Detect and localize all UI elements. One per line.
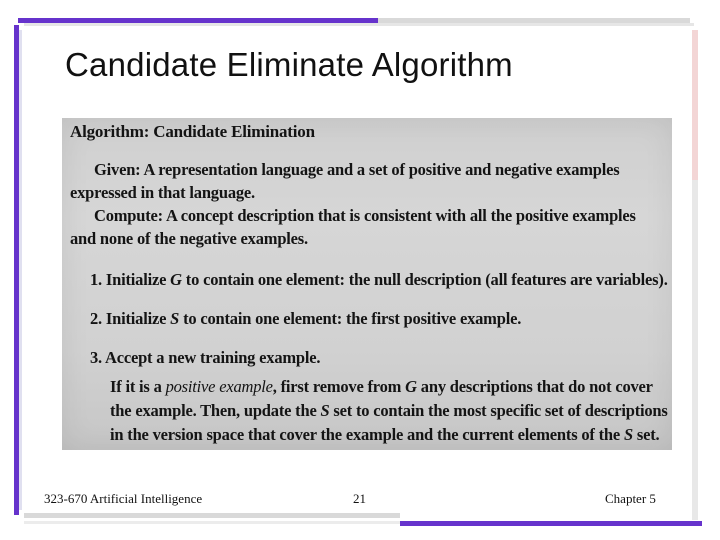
given-line-2: expressed in that language. [70, 183, 255, 202]
given-line-1: Given: A representation language and a set of positive and negative examples [94, 160, 620, 179]
right-gray-bar [692, 180, 698, 520]
slide-title: Candidate Eliminate Algorithm [65, 46, 513, 83]
if-prefix: If it is a [110, 377, 166, 396]
left-bar-shadow [19, 30, 22, 510]
then-rest: set to contain the most specific set of descriptions [329, 401, 668, 420]
step-1 [90, 270, 668, 290]
compute-line-1: Compute: A concept description that is consistent with all the positive examples [94, 206, 636, 225]
step-1-rest: to contain one element: the null description (all features are variables). [181, 270, 668, 289]
algorithm-heading: Algorithm: Candidate Elimination [70, 122, 315, 141]
if-rest: any descriptions that do not cover [416, 377, 653, 396]
then-s: S [320, 401, 330, 420]
right-pink-bar [692, 30, 698, 180]
positive-case-line-1 [110, 377, 653, 397]
footer-page-number: 21 [353, 491, 366, 506]
bottom-light-bar [24, 521, 400, 524]
step-2-prefix: 2. Initialize [90, 309, 171, 328]
footer-chapter: Chapter 5 [605, 491, 656, 506]
step-1-g: G [170, 270, 182, 289]
bottom-accent-bar [400, 521, 702, 526]
compute-line-2: and none of the negative examples. [70, 229, 308, 248]
positive-example-term: positive example [165, 377, 273, 396]
step-3: 3. Accept a new training example. [90, 348, 321, 367]
scanned-algorithm-image [62, 118, 672, 450]
step-2-rest: to contain one element: the first positive example. [179, 309, 522, 328]
positive-case-line-2 [110, 401, 668, 421]
vs-rest: set. [632, 425, 660, 444]
if-middle: , first remove from [272, 377, 406, 396]
vs-s: S [623, 425, 633, 444]
bottom-gray-bar [24, 513, 400, 518]
then-prefix: the example. Then, update the [110, 401, 321, 420]
step-1-prefix: 1. Initialize [90, 270, 171, 289]
positive-case-line-3 [110, 425, 659, 445]
step-2 [90, 309, 521, 329]
top-bar-shadow [24, 23, 694, 26]
if-g: G [405, 377, 417, 396]
vs-prefix: in the version space that cover the example and the current elements of the [110, 425, 624, 444]
step-2-s: S [170, 309, 180, 328]
footer-course: 323-670 Artificial Intelligence [44, 491, 203, 506]
